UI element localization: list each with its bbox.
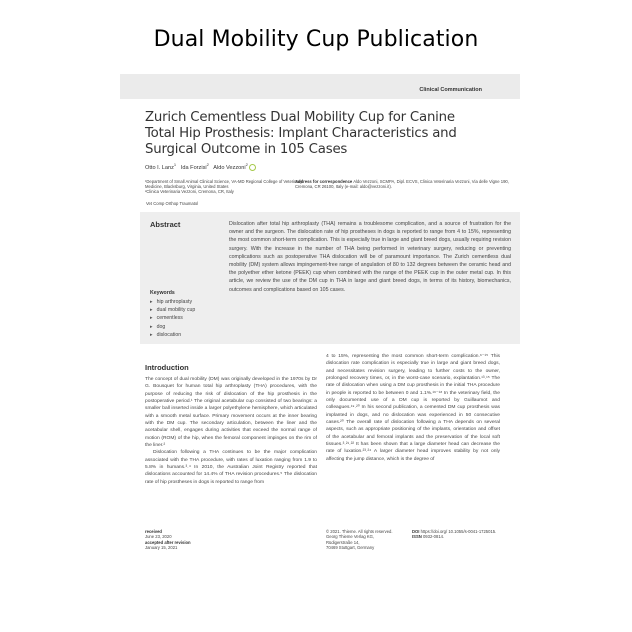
body-column-left bbox=[145, 376, 317, 486]
body-column-right bbox=[326, 353, 500, 463]
dates-info bbox=[145, 529, 191, 551]
issn-value: 0932-0814. bbox=[422, 534, 445, 540]
publisher-line: Georg Thieme Verlag KG, bbox=[326, 534, 375, 540]
article-category: Clinical Communication bbox=[419, 87, 482, 93]
accepted-label: accepted after revision bbox=[145, 539, 191, 545]
keyword: ▸ dislocation bbox=[150, 331, 195, 339]
abstract-heading: Abstract bbox=[150, 220, 181, 229]
author: Ida Forzisi bbox=[180, 164, 207, 171]
keyword: ▸ dual mobility cup bbox=[150, 306, 195, 314]
orcid-icon[interactable] bbox=[249, 164, 256, 171]
keywords-list bbox=[150, 298, 195, 339]
author: Aldo Vezzoni bbox=[213, 164, 246, 171]
doi-label: DOI bbox=[412, 529, 420, 534]
correspondence bbox=[295, 179, 510, 189]
correspondence-text: Aldo Vezzoni, SCMPA, Dipl. ECVS, Clinica Veterinaria Vezzoni, Via delle Vigne 190, Cremona, CR 26100, Italy (e-mail: aldo@vezzoni.it). bbox=[295, 179, 509, 190]
publisher-info bbox=[326, 529, 393, 551]
author: Otto I. Lanz bbox=[145, 164, 174, 171]
identifiers bbox=[412, 529, 496, 540]
keyword: ▸ dog bbox=[150, 323, 195, 331]
paper-page bbox=[120, 74, 520, 584]
header-band bbox=[120, 74, 520, 99]
keyword: ▸ cementless bbox=[150, 314, 195, 322]
publisher-line: 70469 Stuttgart, Germany bbox=[326, 545, 375, 551]
accepted-date: January 15, 2021 bbox=[145, 545, 178, 551]
introduction-heading: Introduction bbox=[145, 363, 189, 372]
abstract-box bbox=[140, 212, 520, 344]
paragraph: Dislocation following a THA continues to be the major complication associated with the THA procedure, with rates of luxation ranging from 1.9 to 5.8% in humans.³˒⁴ In 2010, the Australian Joint Registry reported that dislocations accounted for 14.4% of THA revision procedures.⁵ The dislocation rate of hip prostheses in dogs is reported to range from bbox=[145, 450, 317, 485]
keyword: ▸ hip arthroplasty bbox=[150, 298, 195, 306]
article-title: Zurich Cementless Dual Mobility Cup for Canine Total Hip Prosthesis: Implant Characteristics and Surgical Outcome in 105 Cases bbox=[145, 110, 457, 157]
affiliation: ²Clinica Veterinaria Vezzoni, Cremona, CR, Italy bbox=[145, 189, 234, 195]
abstract-text: Dislocation after total hip arthroplasty (THA) remains a troublesome complication, and a source of frustration for the owner and the surgeon. The dislocation rate of hip prostheses in dogs is reported to range from 4 to 15%, representing the most common short-term complication. This is especially true in large and giant breed dogs, usually requiring revision surgery. With the increase in the number of THA being performed in veterinary surgery, reducing or preventing complications such as postoperative THA dislocation will be of paramount importance. The Zurich cementless dual mobility (DM) system allows impingement-free range of angulation of 80 to 132 degrees between the ceramic head and the polyether ether ketone (PEEK) cup when combined with the range of the PEEK cup in the outer metal cup. In this article, we review the use of the DM cup in THA in large and giant breed dogs, in terms of its history, biomechanics, outcomes and complications based on 105 cases. bbox=[229, 221, 511, 293]
journal-name: Vet Comp Orthop Traumatol bbox=[146, 201, 199, 206]
issn-label: ISSN bbox=[412, 534, 422, 540]
keywords-heading: Keywords bbox=[150, 290, 175, 296]
affiliation: ¹Department of Small Animal Clinical Science, VA-MD Regional College of Veterinary Medicine, Blacksburg, Virginia, United States bbox=[145, 179, 303, 190]
doi-link[interactable]: https://doi.org/ 10.1055/s-0041-1725015. bbox=[420, 529, 497, 534]
received-label: received bbox=[145, 529, 162, 534]
paragraph: The concept of dual mobility (DM) was originally developed in the 1970s by Dr G. Bousquet for human total hip arthroplasty (THA) procedures, with the purpose of reducing the risk of dislocation of the hip prosthesis in the postoperative period.¹ The original acetabular cup consisted of two bearings: a smaller ball inserted inside a larger polyethylene hemisphere, which articulated with a smooth metal surface. Primary movement occurs at the inner bearing with the DM cup. The secondary articulation, between the liner and the acetabular shell, engages during activities that exceed the normal range of motion (ROM) of the hip, when the femoral component impinges on the rim of the liner.² bbox=[145, 377, 317, 449]
received-date: June 23, 2020 bbox=[145, 534, 172, 540]
publisher-line: © 2021. Thieme. All rights reserved. bbox=[326, 529, 393, 534]
paragraph: 4 to 15%, representing the most common short-term complication.⁶⁻¹⁵ This dislocation rate complication is especially true in large and giant breed dogs, and necessitates revision surgery, leading to further costs to the owner, prolonged recovery times, or, in the worst-case scenario, explantation.¹³˒¹⁵ The rate of dislocation when using a DM cup prosthesis in the initial THA procedure in people is reported to be between 0 and 1.1%.¹⁶⁻¹⁸ In the veterinary field, the only documented use of a DM cup is reported by Guillaumot and colleagues.¹⁹˒²⁰ In his second publication, a cemented DM cup prosthesis was implanted in dogs, and no dislocation was experienced in 50 consecutive cases.²⁰ The overall rate of dislocation following a THA depends on several aspects, such as appropriate positioning of the implants, orientation and offset of the acetabular and femoral implants and the preservation of the local soft tissues.³˒²¹˒²² It has been shown that a large diameter head can decrease the rate of luxation.²³˒²⁴ A larger diameter head improves stability by not only affecting the jump distance, which is the degree of bbox=[326, 354, 500, 462]
correspondence-label: Address for correspondence bbox=[295, 179, 353, 184]
author-list: Otto I. Lanz$^1$ Ida Forzisi$^2$ Aldo Vezzoni$^2$ bbox=[145, 164, 256, 171]
affiliations bbox=[145, 179, 310, 195]
page-heading: Dual Mobility Cup Publication bbox=[153, 27, 479, 52]
publisher-line: Rüdigerstraße 14, bbox=[326, 539, 360, 545]
